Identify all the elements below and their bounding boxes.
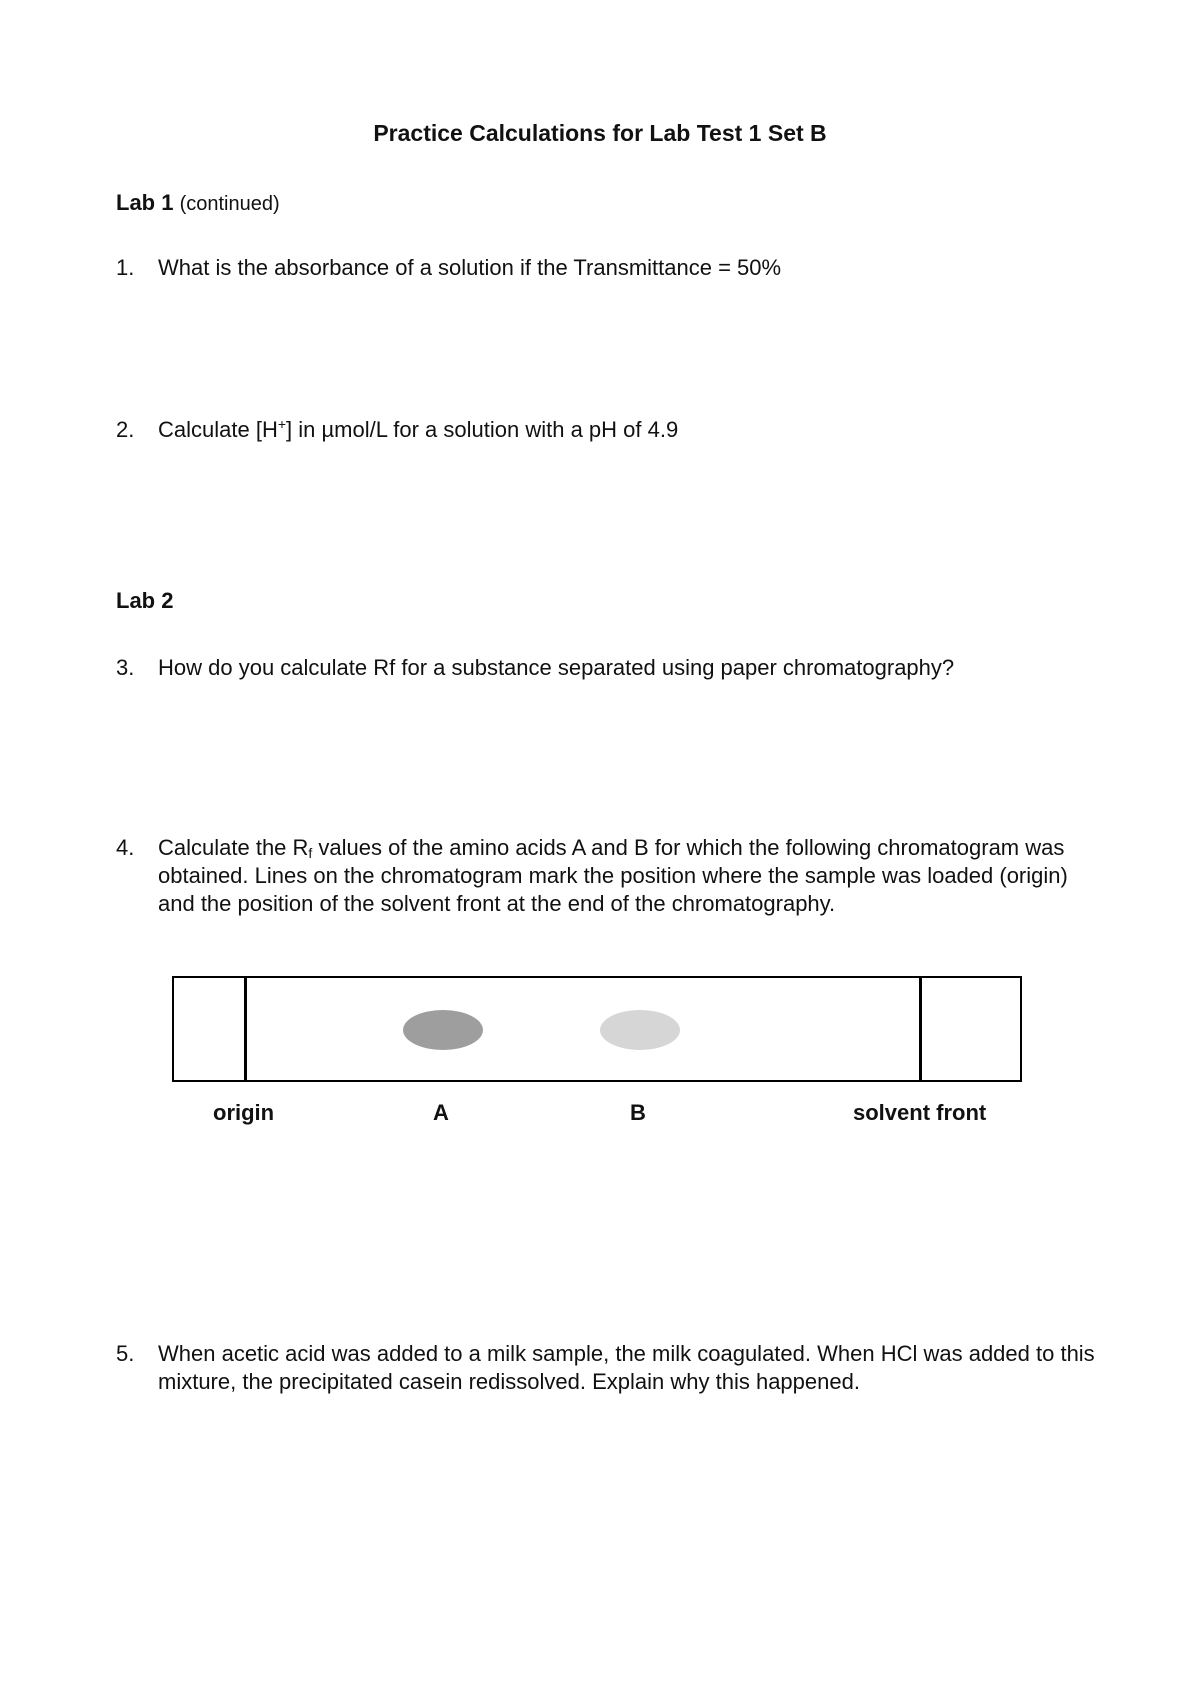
solvent-front-line (919, 978, 922, 1080)
question-text-pre: Calculate [H (158, 417, 278, 442)
subscript-f: f (308, 845, 313, 861)
question-2 (116, 416, 1106, 444)
question-1 (116, 254, 1106, 282)
question-number: 4. (116, 835, 135, 860)
question-text-pre: Calculate the R (158, 835, 309, 860)
question-number: 2. (116, 417, 135, 442)
question-text-post: ] in µmol/L for a solution with a pH of 4.9 (286, 417, 679, 442)
superscript-plus: + (277, 416, 287, 432)
page-title: Practice Calculations for Lab Test 1 Set B (373, 120, 827, 146)
question-4 (116, 834, 1106, 918)
question-3 (116, 654, 1106, 682)
question-number: 3. (116, 655, 135, 680)
lab1-heading: Lab 1 (116, 190, 174, 215)
spot-b (600, 1010, 680, 1050)
section-heading-lab1 (116, 190, 280, 216)
section-heading-lab2: Lab 2 (116, 588, 174, 613)
question-number: 1. (116, 255, 135, 280)
label-a: A (433, 1100, 449, 1125)
spot-a (403, 1010, 483, 1050)
question-text: What is the absorbance of a solution if the Transmittance = 50% (158, 255, 782, 280)
question-text: When acetic acid was added to a milk sample, the milk coagulated. When HCl was added to this mixture, the precipitated casein redissolved. Explain why this happened. (158, 1341, 1095, 1394)
question-5 (116, 1340, 1106, 1396)
chromatogram (172, 976, 1022, 1082)
question-text-post: values of the amino acids A and B for which the following chromatogram was obtained. Lines on the chromatogram mark the position where the sample was loaded (origin) and the position of the solvent front at the end of the chromatography. (158, 835, 1068, 916)
lab1-subheading: (continued) (179, 193, 280, 215)
question-number: 5. (116, 1341, 135, 1366)
origin-line (244, 978, 247, 1080)
question-text: How do you calculate Rf for a substance separated using paper chromatography? (158, 655, 955, 680)
label-solvent-front: solvent front (853, 1100, 987, 1125)
label-origin: origin (213, 1100, 275, 1125)
question-text (158, 416, 1106, 444)
label-b: B (630, 1100, 646, 1125)
question-text (158, 834, 1106, 918)
